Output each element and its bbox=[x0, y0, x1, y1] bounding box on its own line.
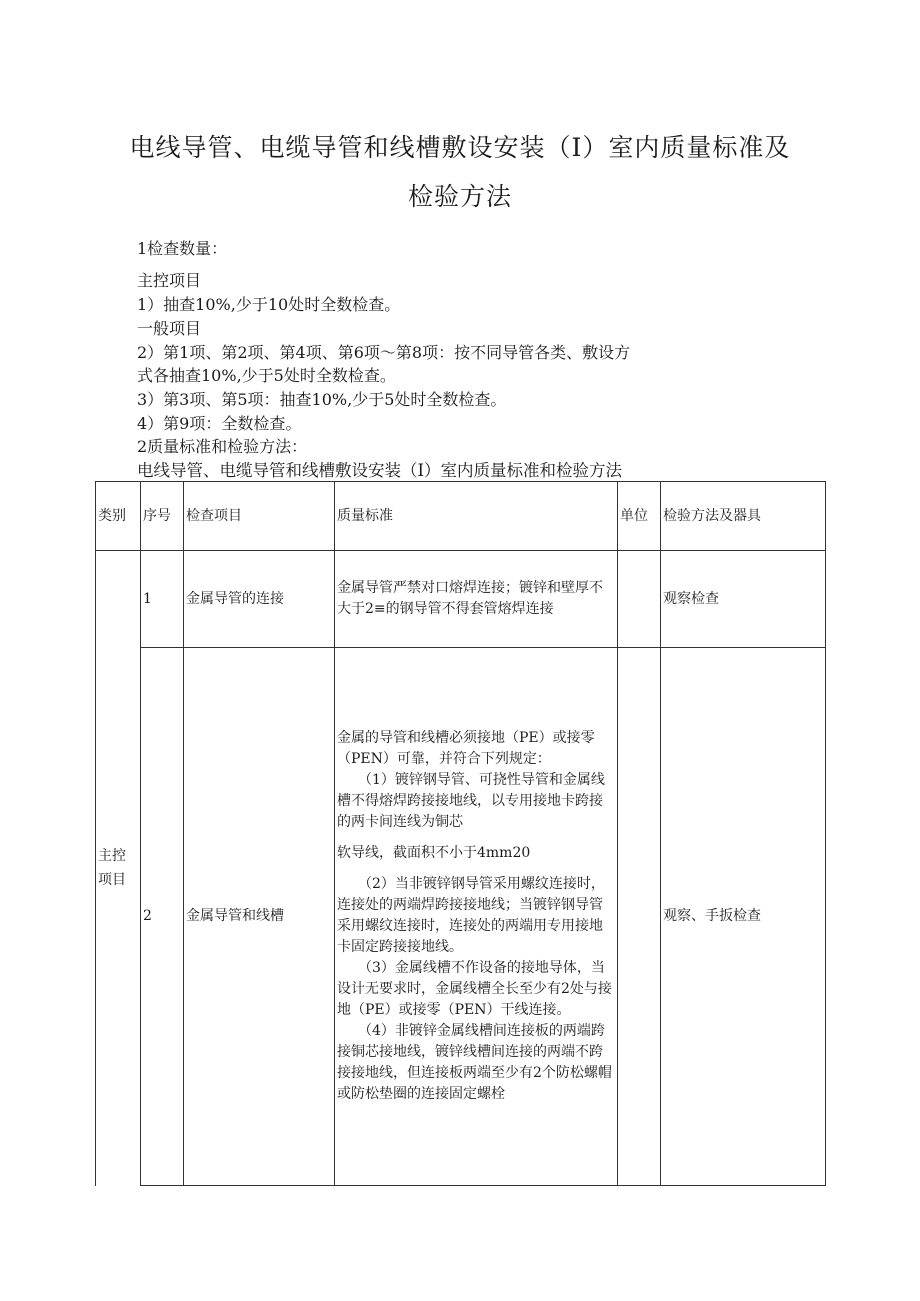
table-row bbox=[96, 551, 826, 648]
general-rule-4: 4）第9项：全数检查。 bbox=[137, 414, 302, 433]
inspect-quantity-heading: 1检查数量： bbox=[137, 239, 228, 258]
header-seq: 序号 bbox=[141, 482, 184, 551]
table-row bbox=[96, 648, 826, 1186]
standard-clause-2: （2）当非镀锌钢导管采用螺纹连接时，连接处的两端焊跨接接地线；当镀锌钢导管采用螺纹连接时，连接处的两端用专用接地卡固定跨接接地线。 bbox=[337, 876, 605, 955]
row-seq: 2 bbox=[141, 648, 184, 1186]
quality-standards-table bbox=[95, 481, 826, 1186]
general-rule-2-line-2: 式各抽查10%,少于5处时全数检查。 bbox=[137, 366, 396, 385]
header-standard: 质量标准 bbox=[335, 482, 618, 551]
document-title-line-1: 电线导管、电缆导管和线槽敷设安装（Ⅰ）室内质量标准及 bbox=[129, 133, 791, 162]
row-standard bbox=[335, 648, 618, 1186]
row-unit bbox=[618, 648, 661, 1186]
standard-clause-1: （1）镀锌钢导管、可挠性导管和金属线槽不得熔焊跨接接地线，以专用接地卡跨接的两卡间连线为铜芯 bbox=[337, 772, 605, 830]
row-method: 观察检查 bbox=[661, 551, 826, 648]
quality-heading: 2质量标准和检验方法： bbox=[137, 437, 308, 456]
general-rule-2-line-1: 2）第1项、第2项、第4项、第6项～第8项：按不同导管各类、敷设方 bbox=[137, 343, 631, 362]
main-items-rule: 1）抽查10%,少于10处时全数检查。 bbox=[137, 295, 401, 314]
row-standard: 金属导管严禁对口熔焊连接；镀锌和壁厚不大于2≡的钢导管不得套管熔焊连接 bbox=[335, 551, 618, 648]
standard-intro: 金属的导管和线槽必须接地（PE）或接零（PEN）可靠，并符合下列规定： bbox=[337, 730, 595, 767]
main-items-heading: 主控项目 bbox=[137, 271, 202, 290]
general-rule-3: 3）第3项、第5项：抽查10%,少于5处时全数检查。 bbox=[137, 390, 507, 409]
document-title-line-2: 检验方法 bbox=[407, 182, 512, 211]
table-caption: 电线导管、电缆导管和线槽敷设安装（I）室内质量标准和检验方法 bbox=[137, 461, 623, 480]
row-item: 金属导管的连接 bbox=[184, 551, 335, 648]
category-cell: 主控项目 bbox=[96, 551, 141, 1186]
standard-clause-1-continued: 软导线，截面积不小于4mm20 bbox=[337, 845, 531, 861]
row-unit bbox=[618, 551, 661, 648]
row-seq: 1 bbox=[141, 551, 184, 648]
header-method: 检验方法及器具 bbox=[661, 482, 826, 551]
table-header-row bbox=[96, 482, 826, 551]
standard-clause-3: （3）金属线槽不作设备的接地导体，当设计无要求时，金属线槽全长至少有2处与接地（PE）或接零（PEN）干线连接。 bbox=[337, 960, 612, 1018]
header-category: 类别 bbox=[96, 482, 141, 551]
standard-clause-4: （4）非镀锌金属线槽间连接板的两端跨接铜芯接地线，镀锌线槽间连接的两端不跨接接地线，但连接板两端至少有2个防松螺帽或防松垫圈的连接固定螺栓 bbox=[337, 1023, 612, 1102]
general-items-heading: 一般项目 bbox=[137, 319, 202, 338]
header-item: 检查项目 bbox=[184, 482, 335, 551]
row-item: 金属导管和线槽 bbox=[184, 648, 335, 1186]
row-method: 观察、手扳检查 bbox=[661, 648, 826, 1186]
header-unit: 单位 bbox=[618, 482, 661, 551]
